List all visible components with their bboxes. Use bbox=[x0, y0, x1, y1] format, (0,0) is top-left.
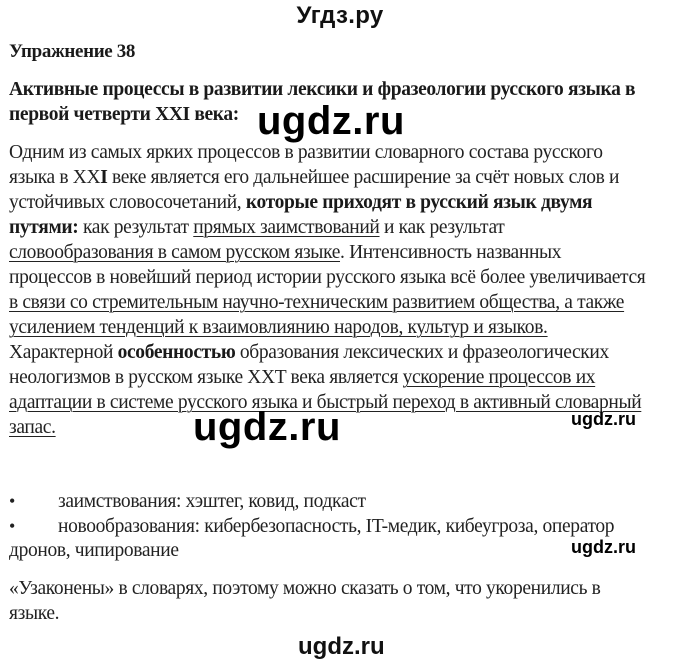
bullet-text: заимствования: хэштег, ковид, подкаст bbox=[58, 491, 366, 512]
heading-line-1: Активные процессы в развитии лексики и фразеологии русского языка в bbox=[9, 79, 636, 100]
underlined-text: прямых заимствований bbox=[193, 217, 380, 238]
bullet-text: новообразования: кибербезопасность, IT-медик, кибеугроза, оператор bbox=[58, 516, 615, 537]
watermark-large: ugdz.ru bbox=[257, 99, 405, 143]
text: образования лексических и фразеологических bbox=[235, 342, 609, 363]
paragraph-1-line-6: процессов в новейший период истории русского языка всё более увеличивается bbox=[9, 267, 646, 288]
site-title: Угдз.ру bbox=[296, 2, 384, 29]
underlined-text: ускорение процессов их bbox=[402, 367, 596, 388]
paragraph-1-line-5 bbox=[9, 241, 561, 265]
text: языка в XX bbox=[9, 167, 101, 188]
bullet-item-2 bbox=[9, 514, 614, 539]
text-bold: путями: bbox=[9, 217, 79, 238]
paragraph-1-line-1: Одним из самых ярких процессов в развитии словарного состава русского bbox=[9, 142, 603, 163]
text: неологизмов в русском языке XXT века является bbox=[9, 367, 403, 388]
bullet-icon: • bbox=[9, 491, 15, 511]
bullet-item-1 bbox=[9, 489, 366, 514]
text: как результат bbox=[78, 217, 194, 238]
paragraph-2-line-4: запас. bbox=[9, 417, 56, 438]
watermark-large: ugdz.ru bbox=[193, 405, 341, 449]
text: веке является его дальнейшее расширение за счёт новых слов и bbox=[107, 167, 620, 188]
text: устойчивых словосочетаний, bbox=[9, 192, 246, 213]
paragraph-2-line-1 bbox=[9, 341, 609, 365]
text: . Интенсивность названных bbox=[340, 242, 562, 263]
text-bold: которые приходят в русский язык двумя bbox=[245, 192, 593, 213]
paragraph-2-line-3: адаптации в системе русского языка и быстрый переход в активный словарный bbox=[9, 392, 642, 413]
text-bold: I bbox=[100, 167, 108, 188]
paragraph-1-line-4 bbox=[9, 216, 504, 240]
paragraph-1-line-2 bbox=[9, 166, 619, 190]
paragraph-1-line-7: в связи со стремительным научно-техническим развитием общества, а также bbox=[9, 292, 625, 313]
watermark-small: ugdz.ru bbox=[571, 409, 636, 429]
paragraph-1-line-3 bbox=[9, 191, 592, 215]
text: Характерной bbox=[9, 342, 118, 363]
watermark-bottom: ugdz.ru bbox=[298, 633, 385, 660]
bullet-icon: • bbox=[9, 516, 15, 536]
bullet-item-2-continuation: дронов, чипирование bbox=[9, 540, 179, 561]
paragraph-2-line-2 bbox=[9, 366, 595, 390]
exercise-title: Упражнение 38 bbox=[9, 41, 136, 62]
paragraph-3-line-2: языке. bbox=[9, 603, 60, 624]
watermark-small: ugdz.ru bbox=[571, 537, 636, 557]
text-bold: особенностью bbox=[117, 342, 236, 363]
text: и как результат bbox=[379, 217, 505, 238]
heading-line-2: первой четверти XXI века: bbox=[9, 104, 239, 125]
paragraph-3-line-1: «Узаконены» в словарях, поэтому можно сказать о том, что укоренились в bbox=[9, 578, 601, 599]
underlined-text: словообразования в самом русском языке bbox=[9, 242, 341, 263]
paragraph-1-line-8: усилением тенденций к взаимовлиянию народов, культур и языков. bbox=[9, 317, 548, 338]
